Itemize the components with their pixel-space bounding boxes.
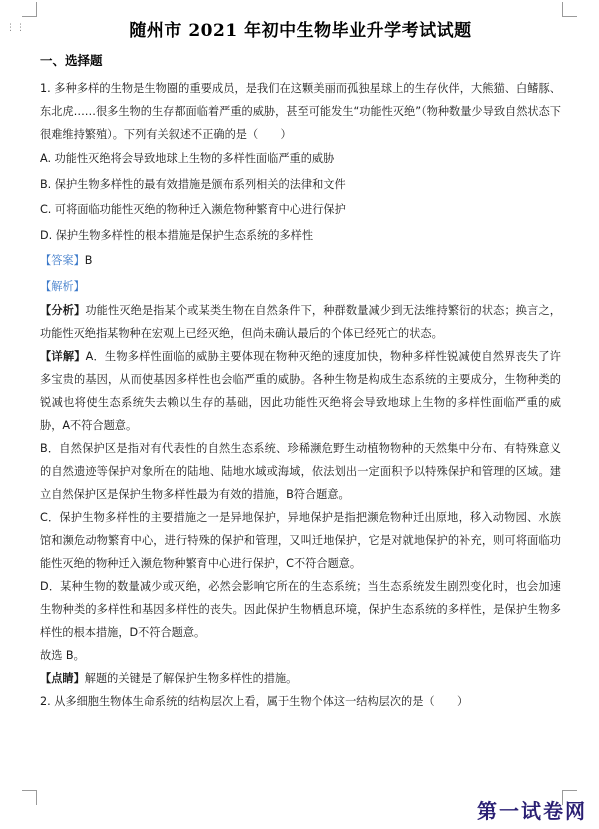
dianjing-text: 解题的关键是了解保护生物多样性的措施。 xyxy=(84,672,298,685)
drag-handle-icon[interactable]: ⋮⋮ xyxy=(6,23,26,33)
dianjing-tag: 【点睛】 xyxy=(40,672,85,685)
xiangjie-c-paragraph: C．保护生物多样性的主要措施之一是异地保护，异地保护是指把濒危物种迁出原地，移入动物园、水族馆和濒危动物繁育中心，进行特殊的保护和管理，又叫迁地保护，它是对就地保护的补充，则可将面临功能性灭绝的物种迁入濒危物种繁育中心进行保护，C不符合题意。 xyxy=(40,511,561,570)
dianjing-paragraph xyxy=(40,667,561,690)
section-heading: 一、选择题 xyxy=(40,53,103,68)
question-1-option-a: A. 功能性灭绝将会导致地球上生物的多样性面临严重的威胁 xyxy=(40,152,335,165)
page-corner-mark-bottom-left xyxy=(22,790,37,805)
fenxi-tag: 【分析】 xyxy=(40,304,86,317)
page-corner-mark-top-right xyxy=(562,2,577,17)
fenxi-text: 功能性灭绝是指某个或某类生物在自然条件下，种群数量减少到无法维持繁衍的状态；换言之，功能性灭绝指某物种在宏观上已经灭绝，但尚未确认最后的个体已经死亡的状态。 xyxy=(40,304,561,340)
question-1-option-d: D. 保护生物多样性的根本措施是保护生态系统的多样性 xyxy=(40,228,314,242)
conclusion-line: 故选 B。 xyxy=(40,649,85,662)
analysis-tag: 【解析】 xyxy=(40,279,85,293)
document-page xyxy=(40,14,561,713)
xiangjie-b-paragraph: B．自然保护区是指对有代表性的自然生态系统、珍稀濒危野生动植物物种的天然集中分布、有特殊意义的自然遗迹等保护对象所在的陆地、陆地水域或海域，依法划出一定面积予以特殊保护和管理的区域。建立自然保护区是保护生物多样性最为有效的措施，B符合题意。 xyxy=(40,442,561,501)
question-1-option-b: B. 保护生物多样性的最有效措施是颁布系列相关的法律和文件 xyxy=(40,177,346,191)
watermark-logo: 第一试卷网 xyxy=(477,799,587,823)
xiangjie-d-paragraph: D．某种生物的数量减少或灭绝，必然会影响它所在的生态系统；当生态系统发生剧烈变化时，也会加速生物种类的多样性和基因多样性的丧失。因此保护生物栖息环境，保护生态系统的多样性，是保护生物多样性的根本措施，D不符合题意。 xyxy=(40,580,561,639)
question-2-stem: 2. 从多细胞生物体生命系统的结构层次上看，属于生物个体这一结构层次的是（ ） xyxy=(40,695,469,708)
xiangjie-tag: 【详解】 xyxy=(40,350,86,363)
question-1-option-c: C. 可将面临功能性灭绝的物种迁入濒危物种繁育中心进行保护 xyxy=(40,203,346,216)
answer-value: B xyxy=(84,254,93,267)
page-corner-mark-top-left xyxy=(22,2,37,17)
xiangjie-a-text: A．生物多样性面临的威胁主要体现在物种灭绝的速度加快，物种多样性锐减使自然界丧失了许多宝贵的基因，从而使基因多样性也会临严重的威胁。各种生物是构成生态系统的主要成分，生物种类的锐减也将使生态系统失去赖以生存的基础，因此功能性灭绝将会导致地球上生物的多样性面临严重的威胁，A不符合题意。 xyxy=(40,350,561,432)
xiangjie-a-paragraph xyxy=(40,345,561,437)
fenxi-paragraph xyxy=(40,299,561,345)
document-title: 随州市 2021 年初中生物毕业升学考试试题 xyxy=(129,21,472,41)
answer-tag: 【答案】 xyxy=(40,254,85,267)
analysis-line xyxy=(40,274,561,300)
question-1-stem: 1. 多种多样的生物是生物圈的重要成员，是我们在这颗美丽而孤独星球上的生存伙伴，大熊猫、白鳍豚、东北虎……很多生物的生存都面临着严重的威胁，甚至可能发生“功能性灭绝”（物种数量少导致自然状态下很难维持繁殖）。下列有关叙述不正确的是（ ） xyxy=(40,82,561,141)
answer-line xyxy=(40,248,561,274)
